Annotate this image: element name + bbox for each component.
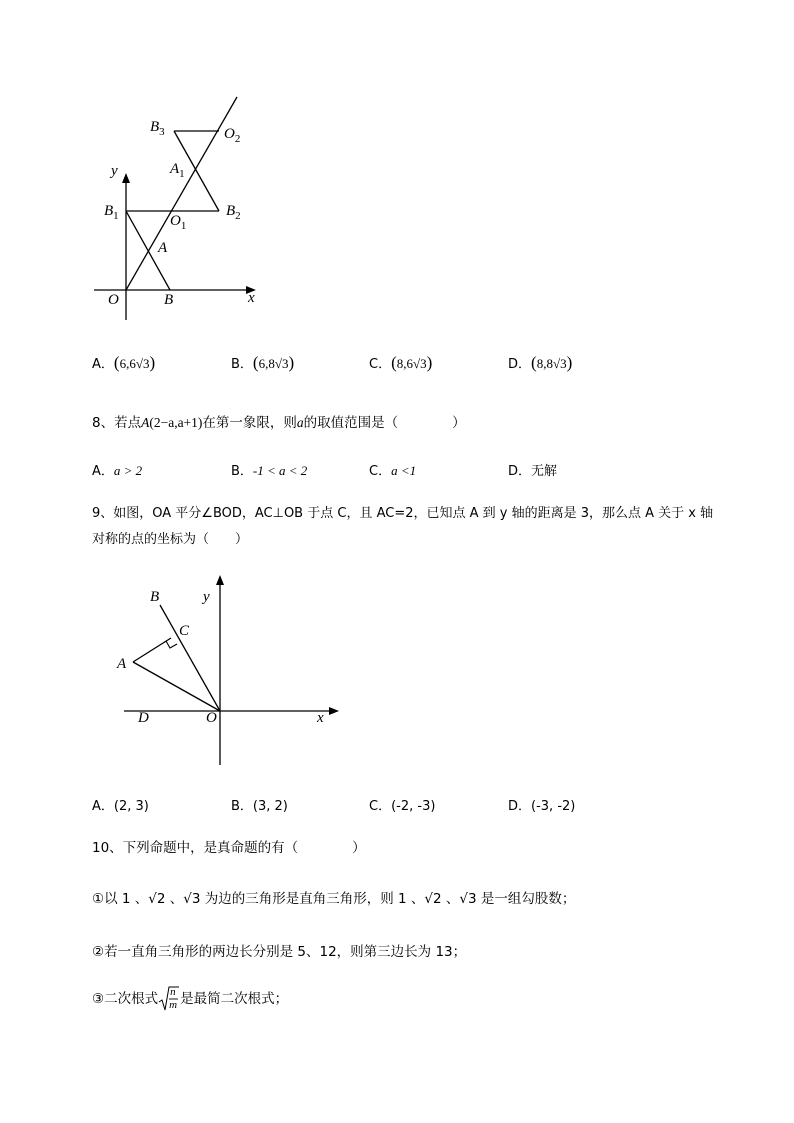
fig2-label-d: D	[138, 710, 149, 726]
fig2-label-y: y	[203, 589, 210, 605]
label-b: B	[164, 292, 174, 308]
q7-option-d[interactable]: D．(8,8√3)	[508, 353, 573, 372]
label-a1: $A_1$	[170, 161, 185, 180]
q9-option-d[interactable]	[508, 795, 575, 814]
q8-point: A	[141, 415, 150, 430]
fig2-label-c: C	[179, 623, 190, 639]
q9-option-a[interactable]	[92, 795, 149, 814]
option-value: -1 < a < 2	[252, 463, 308, 478]
q8-text-b: 在第一象限，则	[202, 415, 297, 431]
q7-option-c[interactable]: C．(8,6√3)	[369, 353, 433, 372]
option-letter: A．	[92, 799, 114, 814]
option-letter: D．	[508, 357, 532, 372]
q10-statement-3	[92, 986, 288, 1012]
label-b3: $B_3$	[150, 119, 165, 138]
q10-statement-2: ②若一直角三角形的两边长分别是 5、12，则第三边长为 13；	[92, 944, 467, 960]
q7-option-b[interactable]: B．(6,8√3)	[231, 353, 295, 372]
q9-option-b[interactable]	[231, 795, 288, 814]
option-value: (2, 3)	[113, 799, 149, 814]
option-value: a > 2	[113, 463, 143, 478]
option-value: (-2, -3)	[391, 799, 436, 814]
q8-text-a: 若点	[114, 415, 142, 431]
option-letter: B．	[231, 464, 253, 479]
option-letter: D．	[508, 464, 532, 479]
q7-option-a[interactable]: A．(6,6√3)	[92, 353, 156, 372]
q10-stem: 10、下列命题中，是真命题的有（ ）	[92, 840, 366, 856]
label-b1: $B_1$	[104, 203, 119, 222]
q8-text-c: 的取值范围是（ ）	[303, 415, 466, 431]
fig2-label-a: A	[117, 656, 127, 672]
option-value: a <1	[391, 463, 417, 478]
option-value: 无解	[531, 464, 558, 479]
option-value: (3, 2)	[252, 799, 288, 814]
option-value: 6,6√3	[119, 356, 150, 371]
fig2-label-x: x	[317, 710, 324, 726]
q10-s3-text-b: 是最简二次根式；	[180, 991, 289, 1007]
option-letter: B．	[231, 357, 253, 372]
option-letter: C．	[369, 799, 392, 814]
option-value: (-3, -2)	[531, 799, 576, 814]
label-o2: $O_2$	[224, 126, 241, 145]
label-x: x	[248, 290, 255, 306]
fraction-numerator: n	[170, 986, 176, 998]
fig2-label-o: O	[206, 710, 217, 726]
option-value: 8,6√3	[396, 356, 427, 371]
label-b2: $B_2$	[226, 203, 241, 222]
option-value: 8,8√3	[536, 356, 567, 371]
q8-var: a	[296, 415, 304, 430]
q8-number: 8、	[92, 415, 115, 431]
label-a: A	[158, 240, 168, 256]
option-letter: A．	[92, 464, 114, 479]
option-value: 6,8√3	[258, 356, 289, 371]
label-y: y	[111, 163, 118, 179]
fig2-label-b: B	[150, 589, 160, 605]
option-letter: C．	[369, 464, 392, 479]
sqrt-fraction	[158, 986, 180, 1012]
label-o1: $O_1$	[170, 213, 187, 232]
option-letter: A．	[92, 357, 114, 372]
fraction-denominator: m	[169, 999, 178, 1011]
q9-stem-line2: 对称的点的坐标为（ ）	[92, 532, 249, 547]
q9-stem-line1: 9、如图，OA 平分∠BOD，AC⊥OB 于点 C，且 AC=2，已知点 A 到 y 轴的距离是 3，那么点 A 关于 x 轴	[92, 506, 714, 521]
option-letter: B．	[231, 799, 253, 814]
q9-option-c[interactable]	[369, 795, 435, 814]
label-o: O	[108, 292, 119, 308]
option-letter: C．	[369, 357, 392, 372]
q8-expr: (2−a,a+1)	[149, 415, 203, 430]
q10-s3-text-a: ③二次根式	[92, 991, 159, 1007]
option-letter: D．	[508, 799, 532, 814]
q10-statement-1: ①以 1 、√2 、√3 为边的三角形是直角三角形，则 1 、√2 、√3 是一组勾股数；	[92, 891, 576, 907]
